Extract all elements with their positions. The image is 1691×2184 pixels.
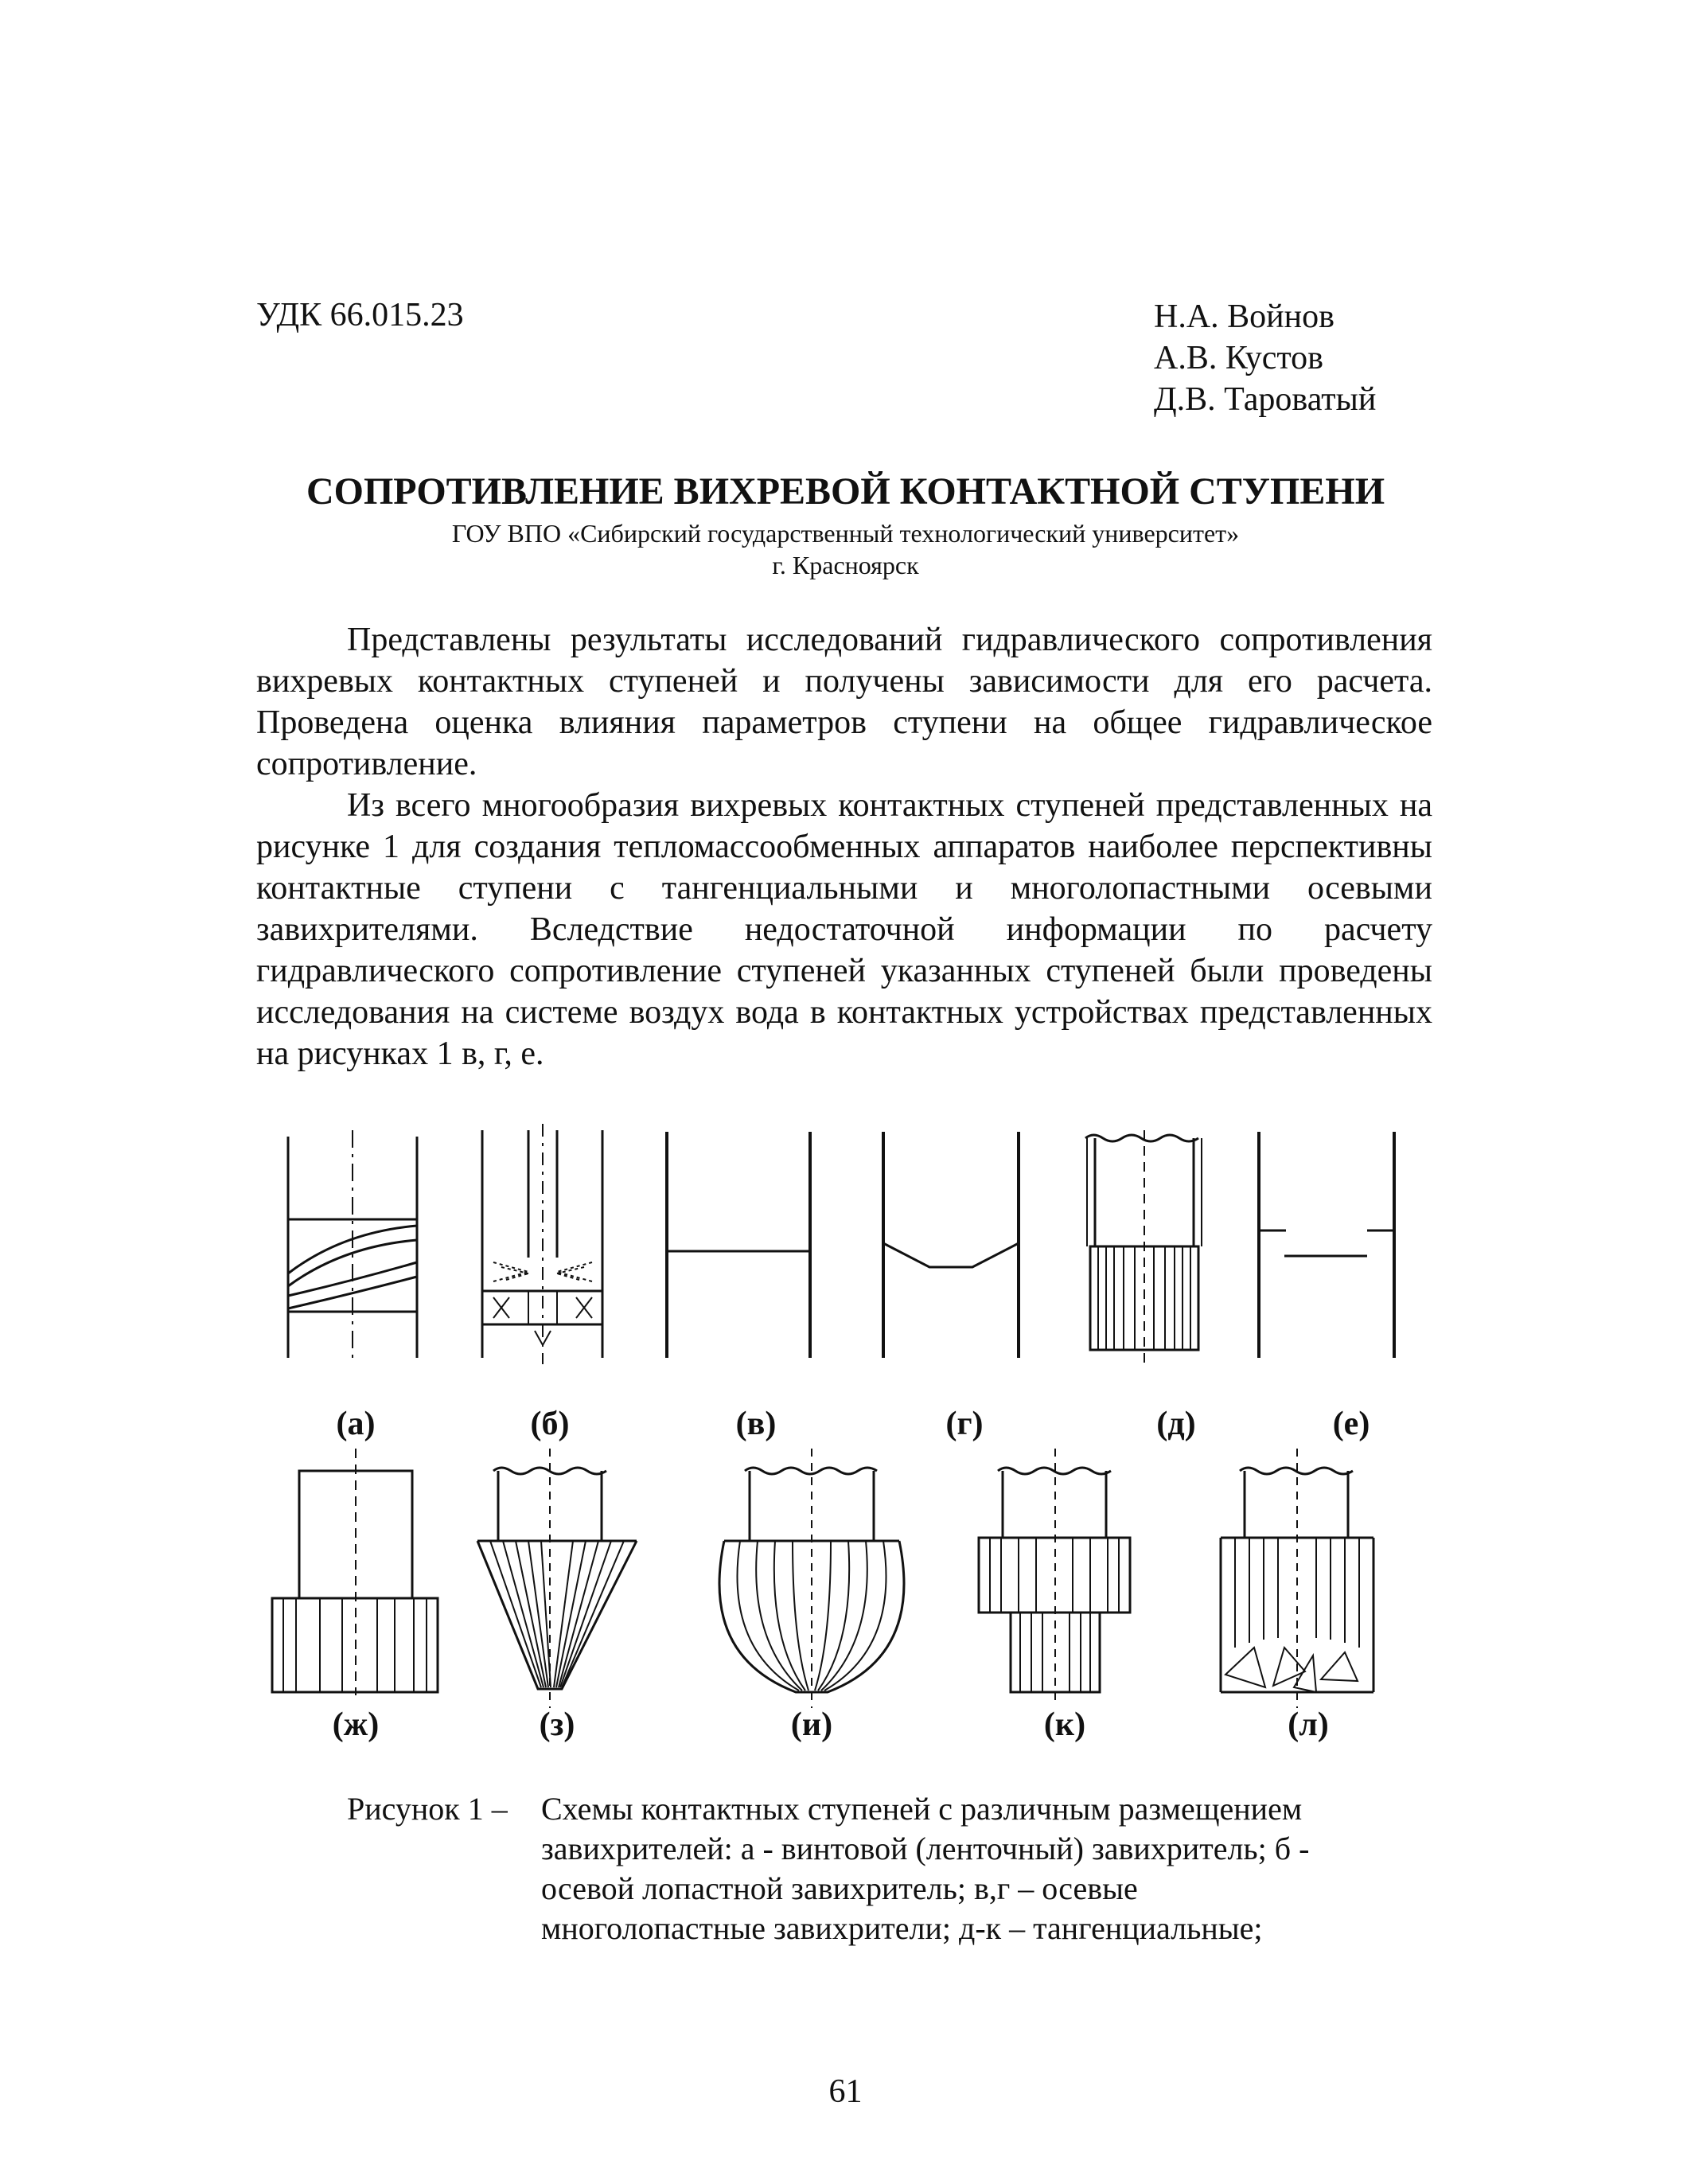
author-name: Н.А. Войнов [1154,298,1334,335]
figure-label: (л) [1288,1706,1329,1743]
caption-label: Рисунок 1 – [347,1791,508,1827]
scheme-e [1259,1132,1394,1358]
figure-label: (и) [790,1706,833,1743]
figure-label: (б) [530,1406,570,1442]
affiliation: ГОУ ВПО «Сибирский государственный технологический университет» [451,519,1240,548]
figure-label: (е) [1332,1406,1370,1442]
figure-label: (а) [336,1406,376,1442]
scheme-v [667,1132,810,1358]
author-name: А.В. Кустов [1154,340,1323,376]
paper-title: СОПРОТИВЛЕНИЕ ВИХРЕВОЙ КОНТАКТНОЙ СТУПЕНИ [306,470,1385,513]
author-name: Д.В. Тароватый [1154,381,1377,418]
scheme-i [719,1449,904,1708]
caption-line: завихрителей: а - винтовой (ленточный) завихритель; б - [541,1831,1310,1866]
city: г. Красноярск [772,551,919,579]
caption-line: Схемы контактных ступеней с различным размещением [541,1791,1303,1827]
figure-label: (д) [1156,1406,1196,1442]
udk-code: УДК 66.015.23 [256,297,464,333]
scheme-k [979,1449,1130,1703]
figure-label: (з) [539,1706,575,1743]
page-number: 61 [828,2073,863,2110]
caption-line: многолопастные завихрители; д-к – тангенциальные; [541,1910,1263,1946]
caption-line: осевой лопастной завихритель; в,г – осевые [541,1870,1138,1906]
scheme-l [1221,1449,1373,1708]
scheme-zh [272,1449,438,1695]
scheme-z [477,1449,637,1708]
figure-label: (ж) [332,1706,380,1743]
scheme-g [883,1132,1019,1358]
paragraph: Представлены результаты исследований гидравлического сопротивления вихревых контактных ступеней и получены зависимости для его расчета. Проведена оценка влияния параметров ступени на общее гидравлическое сопротивление. [256,622,1432,782]
scheme-d [1085,1130,1202,1363]
figure-label: (в) [735,1406,777,1442]
caption-text [541,1789,1309,1948]
paragraph: Из всего многообразия вихревых контактных ступеней представленных на рисунке 1 для создания тепломассообменных аппаратов наиболее перспективны контактные ступени с тангенциальными и многолопастными осевыми завихрителями. Вследствие недостаточной информации по расчету гидравлического сопротивление ступеней указанных ступеней были проведены исследования на системе воздух вода в контактных устройствах представленных на рисунках 1 в, г, е. [256,787,1432,1072]
scheme-b [482,1124,602,1364]
scheme-a [288,1130,417,1364]
figure-label: (г) [945,1406,984,1442]
figure-label: (к) [1043,1706,1086,1743]
